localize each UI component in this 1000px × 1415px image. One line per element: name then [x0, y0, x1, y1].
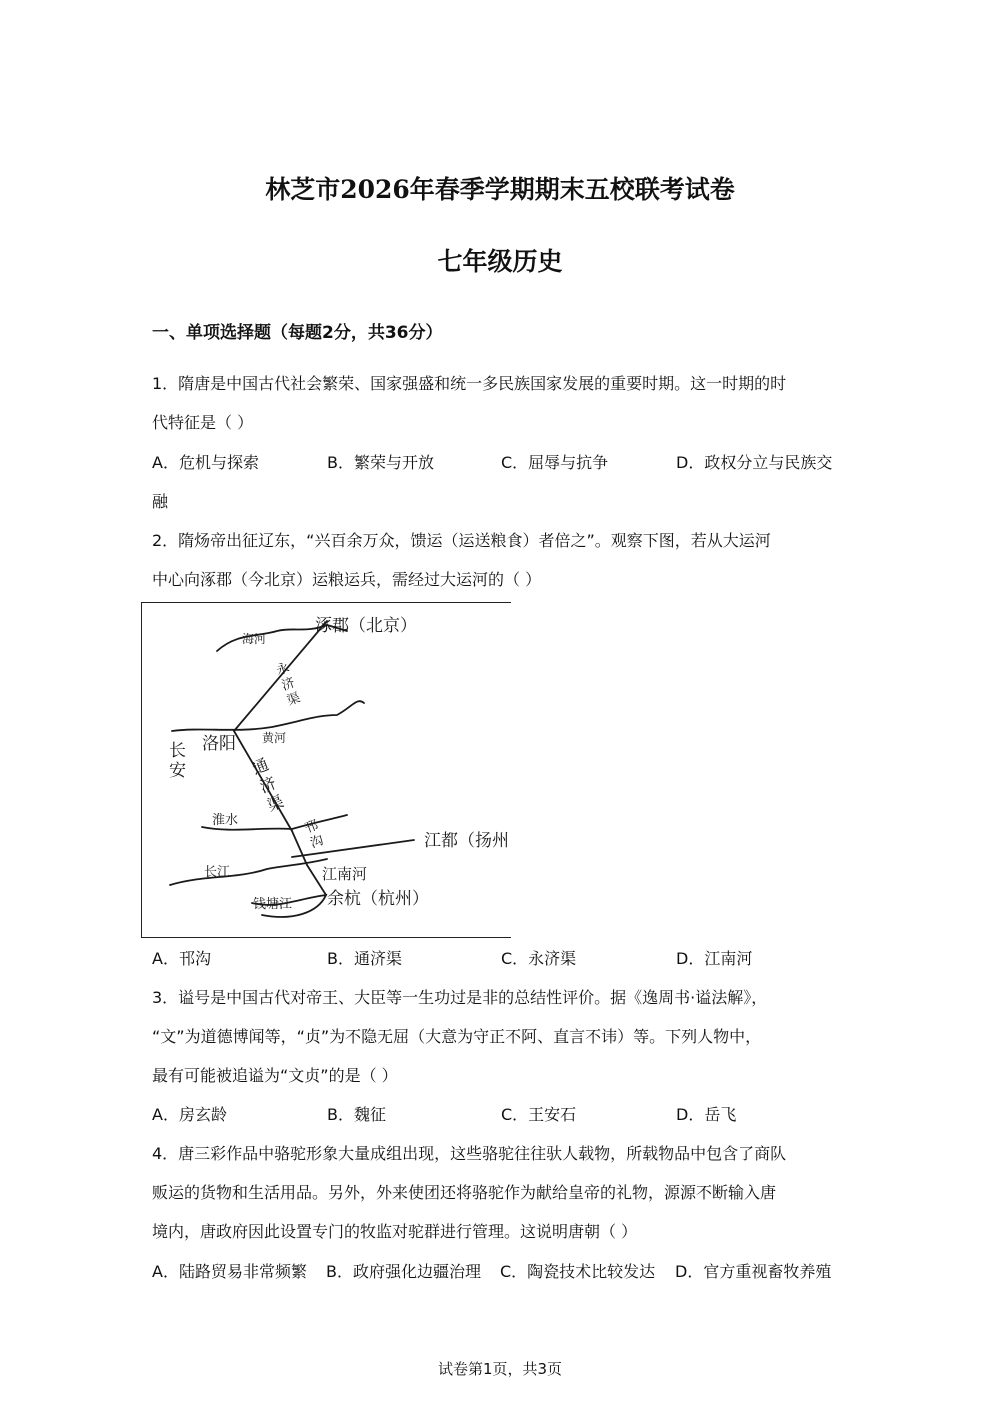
option-b[interactable]: B．魏征 [327, 1105, 386, 1124]
label-huaishui: 淮水 [212, 813, 239, 828]
option-a[interactable]: A．陆路贸易非常频繁 [152, 1262, 307, 1281]
question-text-line: 1．隋唐是中国古代社会繁荣、国家强盛和统一多民族国家发展的重要时期。这一时期的时 [152, 374, 787, 393]
label-jiangdu: 江都（扬州 [424, 831, 509, 851]
question-text-line: “文”为道德博闻等，“贞”为不隐无屈（大意为守正不阿、直言不讳）等。下列人物中， [152, 1027, 762, 1046]
label-hangou: 邗沟 [302, 817, 326, 852]
label-luoyang: 洛阳 [202, 734, 236, 754]
label-haihe: 海河 [242, 632, 267, 646]
option-b[interactable]: B．政府强化边疆治理 [326, 1262, 481, 1281]
question-text-line: 贩运的货物和生活用品。另外，外来使团还将骆驼作为献给皇帝的礼物，源源不断输入唐 [152, 1183, 777, 1202]
label-tongjiqu: 通济渠 [249, 754, 287, 816]
option-d[interactable]: D．岳飞 [676, 1105, 737, 1124]
label-yongjiqu: 永济渠 [274, 660, 303, 710]
option-c[interactable]: C．屈辱与抗争 [501, 453, 609, 472]
question-text-line: 代特征是（ ） [152, 413, 254, 432]
huanghe-river [172, 701, 364, 731]
question-text-line: 2．隋炀帝出征辽东，“兴百余万众，馈运（运送粮食）者倍之”。观察下图，若从大运河 [152, 531, 771, 550]
option-a[interactable]: A．邗沟 [152, 949, 211, 968]
option-a[interactable]: A．危机与探索 [152, 453, 259, 472]
option-d-wrap: 融 [152, 492, 169, 511]
label-changjiang: 长江 [204, 865, 231, 880]
option-d[interactable]: D．官方重视畜牧养殖 [675, 1262, 832, 1281]
option-d[interactable]: D．江南河 [676, 949, 753, 968]
grand-canal-map [141, 602, 511, 938]
page-footer: 试卷第1页，共3页 [437, 1360, 563, 1378]
label-yuhang: 余杭（杭州） [327, 889, 429, 909]
label-jiangnanhe: 江南河 [322, 865, 368, 883]
question-text-line: 境内，唐政府因此设置专门的牧监对驼群进行管理。这说明唐朝（ ） [152, 1222, 638, 1241]
label-qiantangjiang: 钱塘江 [253, 897, 293, 912]
question-text-line: 3．谥号是中国古代对帝王、大臣等一生功过是非的总结性评价。据《逸周书·谥法解》， [152, 988, 768, 1007]
question-text-line: 最有可能被追谥为“文贞”的是（ ） [152, 1066, 398, 1085]
option-c[interactable]: C．永济渠 [501, 949, 577, 968]
question-text-line: 4．唐三彩作品中骆驼形象大量成组出现，这些骆驼往往驮人载物，所载物品中包含了商队 [152, 1144, 787, 1163]
option-c[interactable]: C．陶瓷技术比较发达 [500, 1262, 656, 1281]
option-b[interactable]: B．繁荣与开放 [327, 453, 434, 472]
label-zhuojun: 涿郡（北京） [315, 616, 417, 636]
option-c[interactable]: C．王安石 [501, 1105, 577, 1124]
option-a[interactable]: A．房玄龄 [152, 1105, 227, 1124]
option-d[interactable]: D．政权分立与民族交 [676, 453, 833, 472]
exam-subtitle: 七年级历史 [437, 247, 563, 276]
exam-title: 林芝市2026年春季学期期末五校联考试卷 [265, 175, 735, 204]
label-huanghe: 黄河 [262, 731, 287, 745]
label-changan: 长安 [169, 741, 186, 781]
han-canal [292, 831, 307, 865]
changjiang-river [170, 859, 327, 885]
section-heading: 一、单项选择题（每题2分，共36分） [152, 323, 443, 343]
option-b[interactable]: B．通济渠 [327, 949, 402, 968]
question-text-line: 中心向涿郡（今北京）运粮运兵，需经过大运河的（ ） [152, 570, 542, 589]
